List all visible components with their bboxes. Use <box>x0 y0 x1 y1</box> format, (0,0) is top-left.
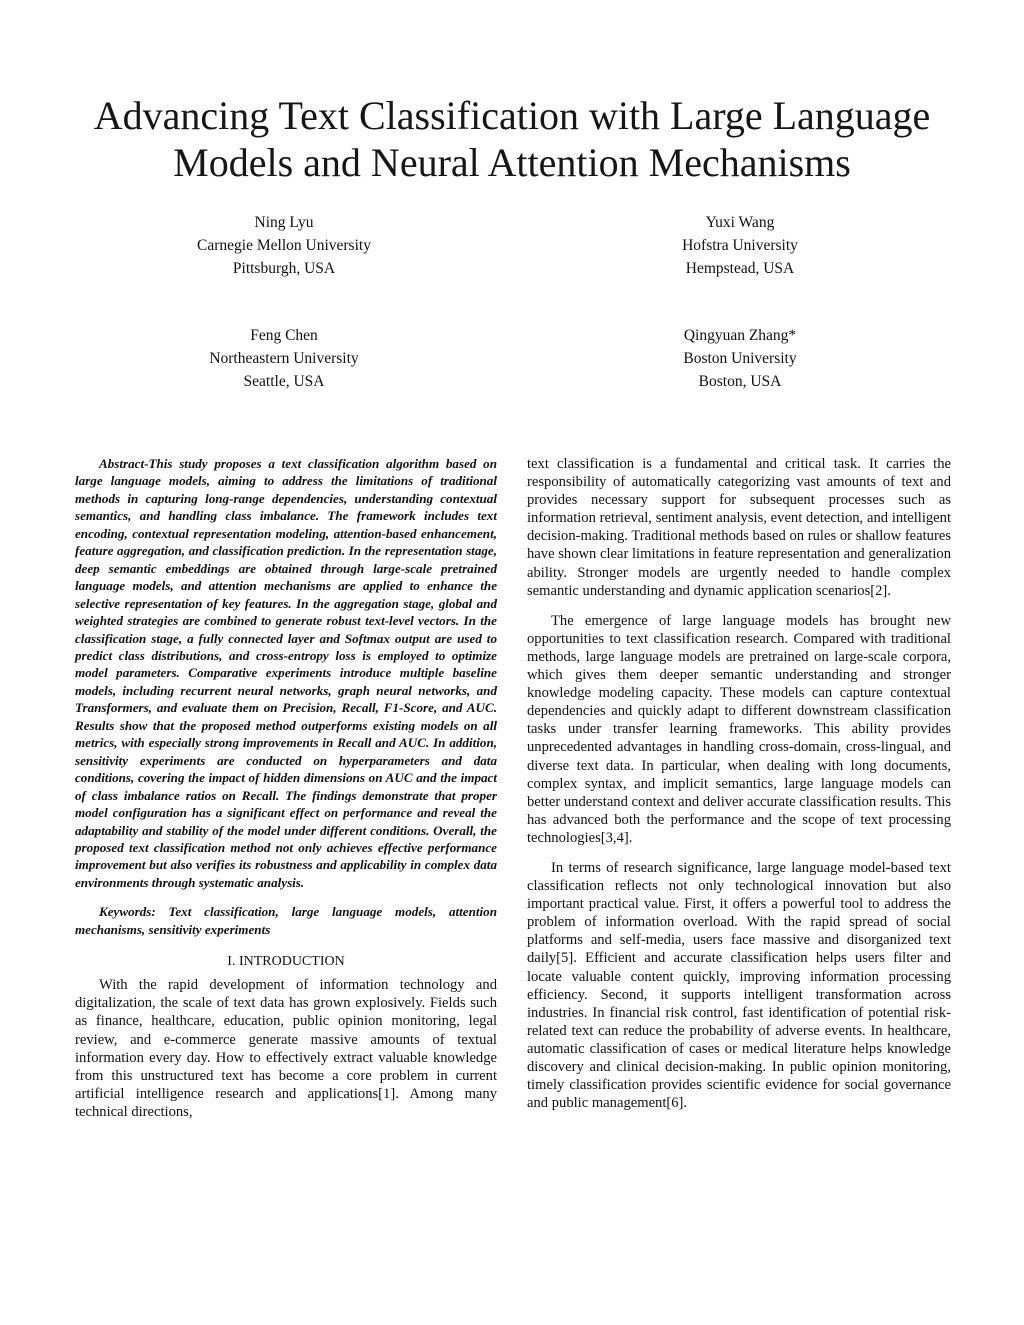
author-affiliation: Hofstra University <box>682 237 798 254</box>
author-location: Seattle, USA <box>243 373 325 390</box>
intro-paragraph: With the rapid development of information technology and digitalization, the scale of text data has grown explosively. Fields such as finance, healthcare, education, public opinion monitoring, legal review, and e-commerce generate massive amounts of textual information every day. How to effectively extract valuable knowledge from this unstructured text has become a core problem in current artificial intelligence research and applications[1]. Among many technical directions, <box>75 977 497 1120</box>
section-heading: I. INTRODUCTION <box>227 954 345 970</box>
right-column <box>527 455 951 1112</box>
left-column <box>75 455 497 1121</box>
author-name: Qingyuan Zhang* <box>683 327 797 344</box>
author-name: Ning Lyu <box>254 214 314 231</box>
body-paragraph: The emergence of large language models has brought new opportunities to text classification research. Compared with traditional methods, large language models are pretrained on large-scale corpora, which gives them deeper semantic understanding and stronger knowledge modeling capacity. These models can capture contextual dependencies and quickly adapt to different downstream classification tasks under transfer learning frameworks. This ability provides unprecedented advantages in handling cross-domain, cross-lingual, and diverse text data. In particular, when dealing with long documents, complex syntax, and implicit semantics, large language models can better understand context and deliver accurate classification results. This has advanced both the performance and the scope of text processing technologies[3,4]. <box>527 612 952 846</box>
author-location: Boston, USA <box>698 373 782 390</box>
author-block-2 <box>590 211 890 280</box>
keywords: Keywords: Text classification, large language models, attention mechanisms, sensitivity experiments <box>75 904 497 937</box>
author-block-3 <box>134 324 434 393</box>
body-paragraph: In terms of research significance, large language model-based text classification reflects not only technological innovation but also important practical value. First, it offers a powerful tool to address the problem of information overload. With the rapid spread of social platforms and self-media, users face massive and disorganized text daily[5]. Efficient and accurate classification helps users filter and locate valuable content quickly, improving information processing efficiency. Second, it supports intelligent transformation across industries. In financial risk control, fast identification of potential risk-related text can reduce the probability of adverse events. In healthcare, automatic classification of cases or medical literature helps knowledge discovery and clinical decision-making. In public opinion monitoring, timely classification provides scientific evidence for social governance and public management[6]. <box>527 859 951 1112</box>
author-affiliation: Northeastern University <box>209 350 359 367</box>
author-name: Feng Chen <box>250 327 318 344</box>
author-name: Yuxi Wang <box>705 214 775 231</box>
author-location: Hempstead, USA <box>685 260 795 277</box>
author-block-1 <box>134 211 434 280</box>
author-block-4 <box>590 324 890 393</box>
abstract: Abstract-This study proposes a text classification algorithm based on large language models, aiming to address the limitations of traditional methods in capturing long-range dependencies, understanding contextual semantics, and handling class imbalance. The framework includes text encoding, contextual representation modeling, attention-based enhancement, feature aggregation, and classification prediction. In the representation stage, deep semantic embeddings are obtained through large-scale pretrained language models, and attention mechanisms are applied to enhance the selective representation of key features. In the aggregation stage, global and weighted strategies are combined to generate robust text-level vectors. In the classification stage, a fully connected layer and Softmax output are used to predict class distributions, and cross-entropy loss is employed to optimize model parameters. Comparative experiments introduce multiple baseline models, including recurrent neural networks, graph neural networks, and Transformers, and evaluate them on Precision, Recall, F1-Score, and AUC. Results show that the proposed method outperforms existing models on all metrics, with especially strong improvements in Recall and AUC. In addition, sensitivity experiments are conducted on hyperparameters and data conditions, covering the impact of hidden dimensions on AUC and the impact of class imbalance ratios on Recall. The findings demonstrate that proper model configuration has a significant effect on performance and reveal the adaptability and stability of the model under different conditions. Overall, the proposed text classification method not only achieves effective performance improvement but also verifies its robustness and applicability in complex data environments through systematic analysis. <box>75 456 497 890</box>
author-affiliation: Boston University <box>683 350 797 367</box>
paper-title: Advancing Text Classification with Large Language Models and Neural Attention Mechanisms <box>93 93 931 185</box>
body-paragraph: text classification is a fundamental and critical task. It carries the responsibility of automatically categorizing vast amounts of text and provides necessary support for subsequent processes such as information retrieval, sentiment analysis, event detection, and intelligent decision-making. Traditional methods based on rules or shallow features have shown clear limitations in feature representation and generalization ability. Stronger models are urgently needed to handle complex semantic understanding and dynamic application scenarios[2]. <box>527 456 951 599</box>
author-location: Pittsburgh, USA <box>232 260 336 277</box>
author-affiliation: Carnegie Mellon University <box>197 237 371 254</box>
